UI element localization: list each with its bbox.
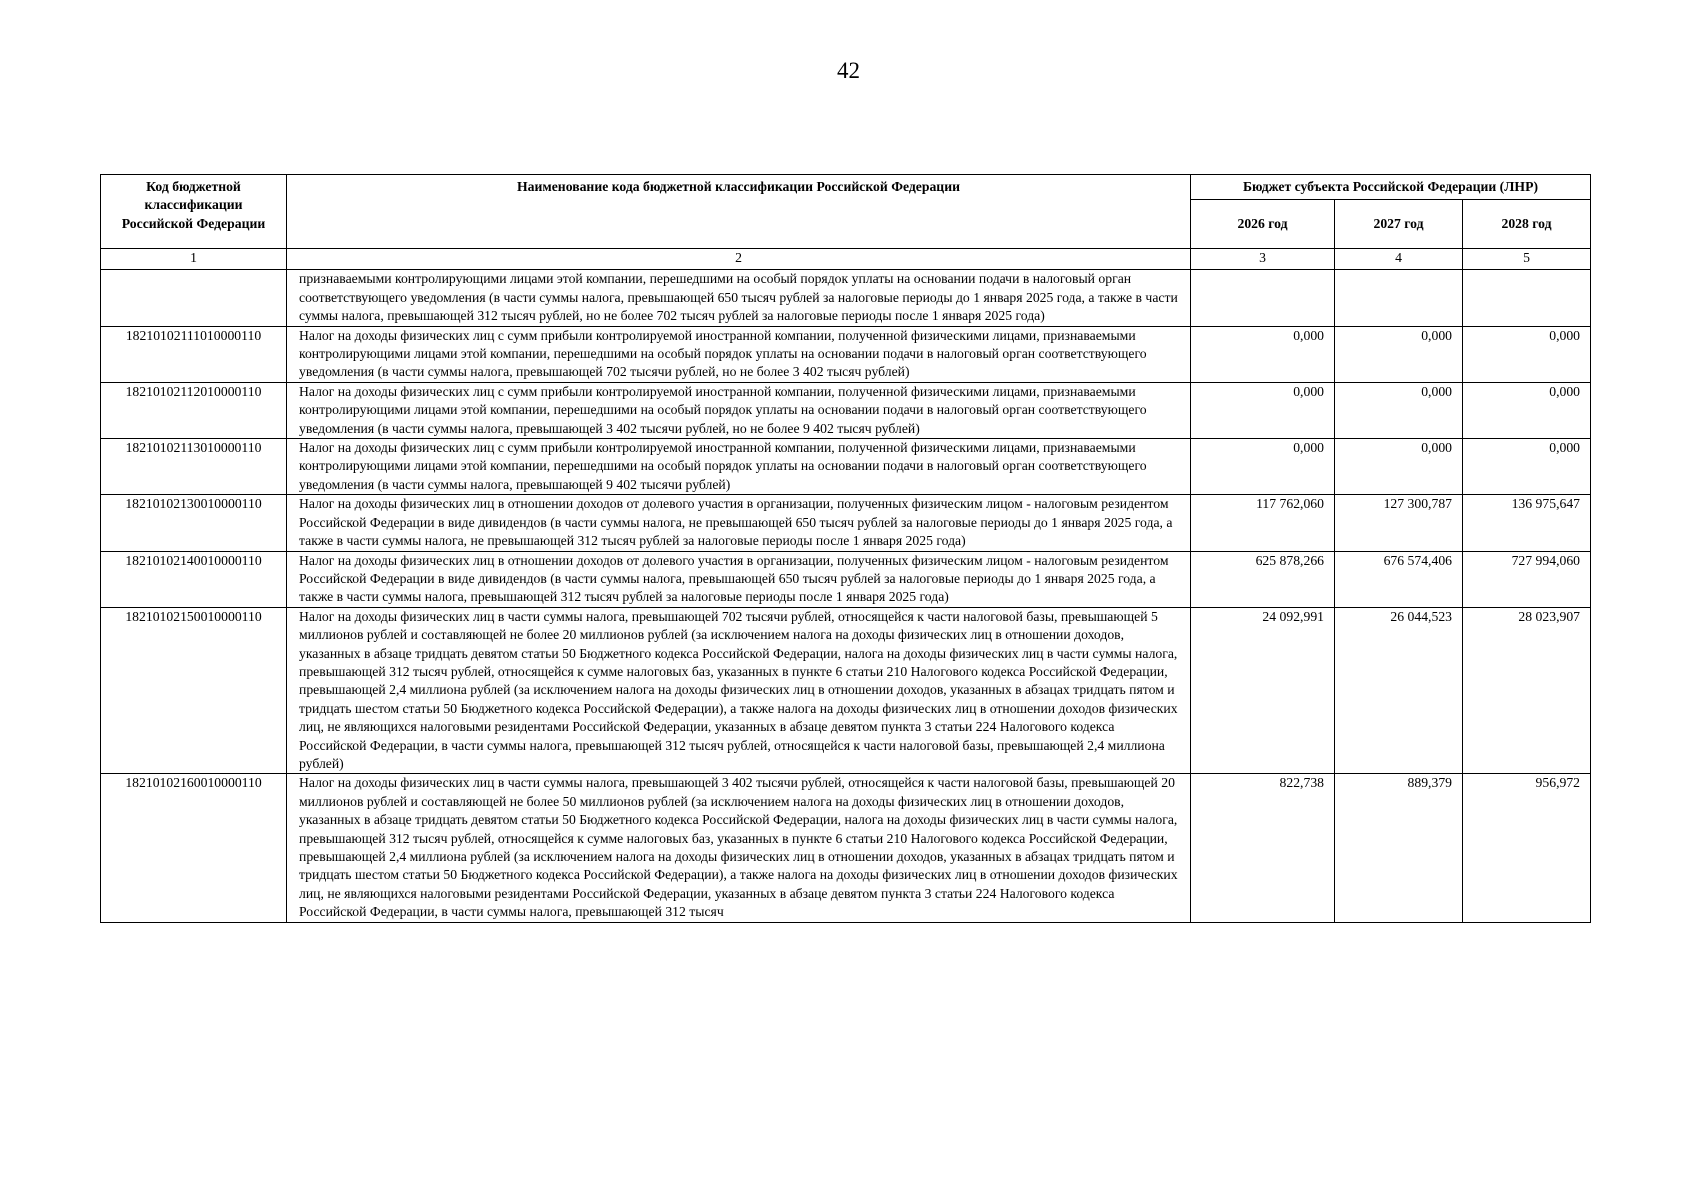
row-code: 18210102140010000110 <box>101 551 287 607</box>
row-value-2026: 117 762,060 <box>1191 495 1335 551</box>
header-year-2027: 2027 год <box>1335 200 1463 249</box>
row-code: 18210102112010000110 <box>101 382 287 438</box>
row-value-2028: 28 023,907 <box>1463 607 1591 774</box>
column-number: 5 <box>1463 249 1591 270</box>
row-value-2028: 0,000 <box>1463 382 1591 438</box>
row-name: Налог на доходы физических лиц в части суммы налога, превышающей 3 402 тысячи рублей, относящейся к части налоговой базы, превышающей 20 миллионов рублей и составляющей не более 50 миллионов рублей (за исключением налога на доходы физических лиц в отношении доходов, указанных в абзаце тридцать девятом статьи 50 Бюджетного кодекса Российской Федерации, налога на доходы физических лиц в части суммы налога, превышающей 312 тысяч рублей, относящейся к сумме налоговых баз, указанных в пункте 6 статьи 210 Налогового кодекса Российской Федерации, превышающей 2,4 миллиона рублей (за исключением налога на доходы физических лиц в отношении доходов, указанных в абзацах тридцать пятом и тридцать шестом статьи 50 Бюджетного кодекса Российской Федерации), а также налога на доходы физических лиц в отношении доходов физических лиц, не являющихся налоговыми резидентами Российской Федерации, указанных в абзаце девятом пункта 3 статьи 224 Налогового кодекса Российской Федерации, в части суммы налога, превышающей 312 тысяч <box>287 774 1191 922</box>
row-code: 18210102130010000110 <box>101 495 287 551</box>
table-row <box>101 326 1591 382</box>
row-value-2027: 0,000 <box>1335 439 1463 495</box>
table-row <box>101 551 1591 607</box>
row-value-2027: 0,000 <box>1335 382 1463 438</box>
row-name: Налог на доходы физических лиц с сумм прибыли контролируемой иностранной компании, полученной физическими лицами, признаваемыми контролирующими лицами этой компании, перешедшими на особый порядок уплаты на основании подачи в налоговый орган соответствующего уведомления (в части суммы налога, превышающей 3 402 тысячи рублей, но не более 9 402 тысяч рублей) <box>287 382 1191 438</box>
row-value-2028: 0,000 <box>1463 439 1591 495</box>
header-year-2028: 2028 год <box>1463 200 1591 249</box>
row-value-2026: 625 878,266 <box>1191 551 1335 607</box>
row-name: Налог на доходы физических лиц с сумм прибыли контролируемой иностранной компании, полученной физическими лицами, признаваемыми контролирующими лицами этой компании, перешедшими на особый порядок уплаты на основании подачи в налоговый орган соответствующего уведомления (в части суммы налога, превышающей 702 тысячи рублей, но не более 3 402 тысяч рублей) <box>287 326 1191 382</box>
table-row <box>101 270 1591 326</box>
row-name: Налог на доходы физических лиц в отношении доходов от долевого участия в организации, полученных физическим лицом - налоговым резидентом Российской Федерации в виде дивидендов (в части суммы налога, превышающей 650 тысяч рублей за налоговые периоды до 1 января 2025 года, а также в части суммы налога, превышающей 312 тысяч рублей за налоговые периоды после 1 января 2025 года) <box>287 551 1191 607</box>
table-row <box>101 607 1591 774</box>
column-number: 3 <box>1191 249 1335 270</box>
table-row <box>101 382 1591 438</box>
table-row <box>101 439 1591 495</box>
row-value-2027: 127 300,787 <box>1335 495 1463 551</box>
row-value-2026: 0,000 <box>1191 382 1335 438</box>
row-code: 18210102111010000110 <box>101 326 287 382</box>
row-value-2028: 136 975,647 <box>1463 495 1591 551</box>
column-number: 2 <box>287 249 1191 270</box>
row-code: 18210102150010000110 <box>101 607 287 774</box>
header-budget: Бюджет субъекта Российской Федерации (ЛНР) <box>1191 175 1591 200</box>
table-row <box>101 774 1591 922</box>
column-number-row <box>101 249 1591 270</box>
header-name: Наименование кода бюджетной классификации Российской Федерации <box>287 175 1191 249</box>
row-name: Налог на доходы физических лиц с сумм прибыли контролируемой иностранной компании, полученной физическими лицами, признаваемыми контролирующими лицами этой компании, перешедшими на особый порядок уплаты на основании подачи в налоговый орган соответствующего уведомления (в части суммы налога, превышающей 9 402 тысячи рублей) <box>287 439 1191 495</box>
row-code <box>101 270 287 326</box>
row-name: Налог на доходы физических лиц в отношении доходов от долевого участия в организации, полученных физическим лицом - налоговым резидентом Российской Федерации в виде дивидендов (в части суммы налога, не превышающей 650 тысяч рублей за налоговые периоды до 1 января 2025 года, а также в части суммы налога, не превышающей 312 тысяч рублей за налоговые периоды после 1 января 2025 года) <box>287 495 1191 551</box>
row-value-2026: 822,738 <box>1191 774 1335 922</box>
row-value-2028: 0,000 <box>1463 326 1591 382</box>
row-code: 18210102113010000110 <box>101 439 287 495</box>
row-value-2026: 0,000 <box>1191 439 1335 495</box>
budget-classification-table <box>100 174 1591 923</box>
row-code: 18210102160010000110 <box>101 774 287 922</box>
row-value-2026: 0,000 <box>1191 326 1335 382</box>
row-value-2027 <box>1335 270 1463 326</box>
page-number: 42 <box>837 58 860 83</box>
row-name: Налог на доходы физических лиц в части суммы налога, превышающей 702 тысячи рублей, относящейся к части налоговой базы, превышающей 5 миллионов рублей и составляющей не более 20 миллионов рублей (за исключением налога на доходы физических лиц в отношении доходов, указанных в абзаце тридцать девятом статьи 50 Бюджетного кодекса Российской Федерации, налога на доходы физических лиц в части суммы налога, превышающей 312 тысяч рублей, относящейся к сумме налоговых баз, указанных в пункте 6 статьи 210 Налогового кодекса Российской Федерации, превышающей 2,4 миллиона рублей (за исключением налога на доходы физических лиц в отношении доходов, указанных в абзацах тридцать пятом и тридцать шестом статьи 50 Бюджетного кодекса Российской Федерации), а также налога на доходы физических лиц в отношении доходов физических лиц, не являющихся налоговыми резидентами Российской Федерации, указанных в абзаце девятом пункта 3 статьи 224 Налогового кодекса Российской Федерации, в части суммы налога, превышающей 312 тысяч рублей, относящейся к части налоговой базы, превышающей 2,4 миллиона рублей) <box>287 607 1191 774</box>
column-number: 4 <box>1335 249 1463 270</box>
table-row <box>101 495 1591 551</box>
row-value-2026: 24 092,991 <box>1191 607 1335 774</box>
column-number: 1 <box>101 249 287 270</box>
row-value-2027: 889,379 <box>1335 774 1463 922</box>
row-value-2027: 0,000 <box>1335 326 1463 382</box>
row-value-2027: 676 574,406 <box>1335 551 1463 607</box>
row-value-2028: 956,972 <box>1463 774 1591 922</box>
row-value-2028 <box>1463 270 1591 326</box>
row-value-2028: 727 994,060 <box>1463 551 1591 607</box>
header-year-2026: 2026 год <box>1191 200 1335 249</box>
row-value-2026 <box>1191 270 1335 326</box>
row-value-2027: 26 044,523 <box>1335 607 1463 774</box>
row-name: признаваемыми контролирующими лицами этой компании, перешедшими на особый порядок уплаты на основании подачи в налоговый орган соответствующего уведомления (в части суммы налога, превышающей 650 тысяч рублей за налоговые периоды до 1 января 2025 года, а также в части суммы налога, превышающей 312 тысяч рублей, но не более 702 тысяч рублей за налоговые периоды после 1 января 2025 года) <box>287 270 1191 326</box>
header-code: Код бюджетной классификации Российской Федерации <box>101 175 287 249</box>
